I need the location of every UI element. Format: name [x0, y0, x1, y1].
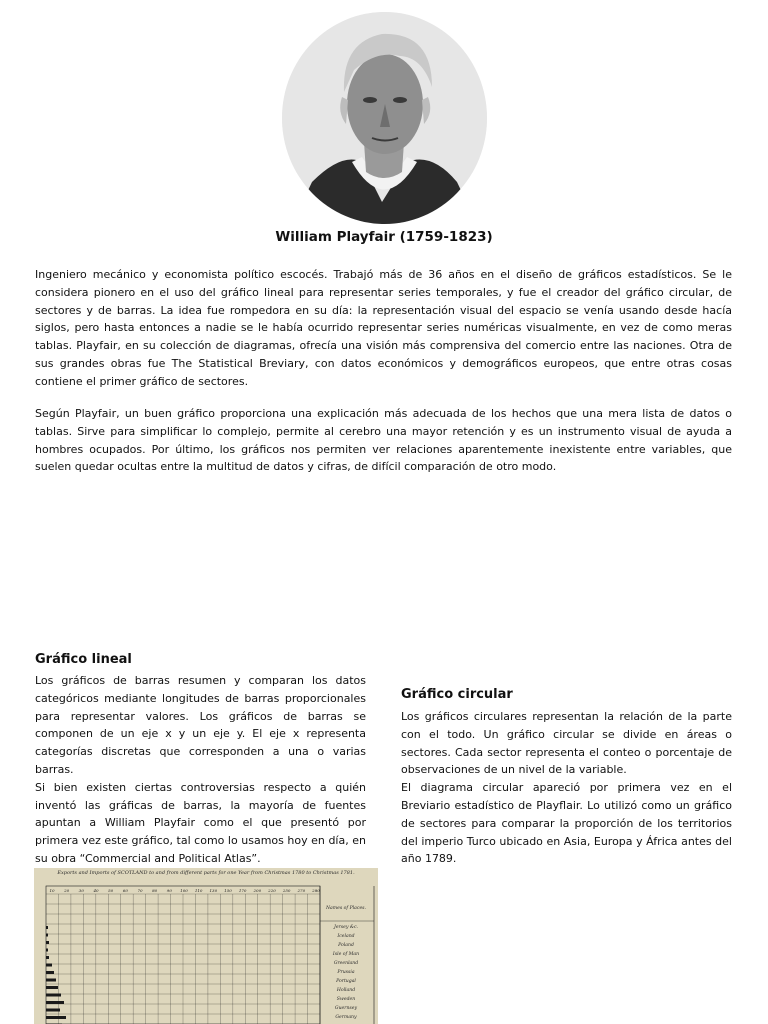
circular-paragraph-2: El diagrama circular apareció por primera vez en el Breviario estadístico de Playflair. Lo utilizó como un gráfico de sectores para comparar la proporción de los territorios del imperio Turco ubicado en Asia, Europa y África antes del año 1789.	[401, 781, 732, 866]
historic-bar-chart-image	[34, 868, 378, 1024]
historic-bar	[46, 1009, 60, 1012]
place-label: Germany	[335, 1015, 357, 1020]
axis-tick-label: 250	[282, 888, 291, 893]
axis-tick-label: 220	[268, 888, 276, 893]
place-label: Jersey &c.	[333, 925, 358, 930]
historic-bar	[46, 934, 48, 937]
axis-tick-label: 100	[180, 888, 188, 893]
axis-tick-label: 50	[108, 888, 114, 893]
historic-bar	[46, 926, 48, 929]
place-label: Sweden	[336, 997, 356, 1002]
axis-tick-label: 170	[238, 888, 247, 893]
section-body-lineal	[35, 672, 366, 868]
axis-tick-label: 70	[137, 888, 143, 893]
historic-bar	[46, 994, 61, 997]
section-title-lineal: Gráfico lineal	[35, 652, 132, 667]
intro-paragraph-1: Ingeniero mecánico y economista político escocés. Trabajó más de 36 años en el diseño de gráficos estadísticos. Se le considera pionero en el uso del gráfico lineal para representar series temporales, y fue el creador del gráfico circular, de sectores y de barras. La idea fue rompedora en su día: la representación visual del espacio se venía usando desde hacía siglos, pero hasta entonces a nadie se le había ocurrido representar series numéricas visualmente, en vez de como meras tablas. Playfair, en su colección de diagramas, ofrecía una visión más comprensiva del comercio entre las naciones. Otra de sus grandes obras fue The Statistical Breviary, con datos económicos y demográficos europeos, que entre otras cosas contiene el primer gráfico de sectores.	[35, 268, 732, 388]
place-label: Isle of Man	[332, 952, 360, 957]
historic-bar	[46, 971, 54, 974]
axis-tick-label: 30	[78, 888, 84, 893]
historic-bar	[46, 949, 48, 952]
place-label: Guernsey	[334, 1006, 358, 1011]
historic-bar	[46, 1001, 64, 1004]
axis-tick-label: 20	[64, 888, 70, 893]
place-label: Prussia	[337, 970, 355, 975]
portrait-caption: William Playfair (1759-1823)	[275, 229, 493, 245]
place-label: Poland	[338, 943, 354, 948]
axis-tick-label: 150	[224, 888, 232, 893]
axis-tick-label: 40	[93, 888, 99, 893]
axis-tick-label: 80	[152, 888, 158, 893]
historic-chart-header: Names of Places.	[326, 906, 366, 911]
historic-bar	[46, 964, 52, 967]
axis-tick-label: 130	[209, 888, 218, 893]
axis-tick-label: 90	[166, 888, 172, 893]
historic-chart-title: Exports and Imports of SCOTLAND to and from different parts for one Year from Christmas 1780 to Christmas 1781.	[57, 870, 355, 876]
historic-bar	[46, 1016, 66, 1019]
axis-tick-label: 110	[194, 888, 203, 893]
place-label: Holland	[336, 988, 356, 993]
place-label: Iceland	[337, 934, 355, 939]
place-label: Greenland	[333, 961, 359, 966]
axis-tick-label: 10	[49, 888, 55, 893]
section-title-circular: Gráfico circular	[401, 687, 513, 702]
place-label: Portugal	[336, 979, 356, 984]
historic-bar	[46, 979, 56, 982]
axis-tick-label: 270	[297, 888, 306, 893]
portrait-image	[282, 12, 487, 224]
circular-paragraph-1: Los gráficos circulares representan la relación de la parte con el todo. Un gráfico circular se divide en áreas o sectores. Cada sector representa el conteo o porcentaje de observaciones de un nivel de la variable.	[401, 710, 732, 777]
lineal-paragraph-1: Los gráficos de barras resumen y comparan los datos categóricos mediante longitudes de barras proporcionales para representar valores. Los gráficos de barras se componen de un eje x y un eje y. El eje x representa categorías discretas que corresponden a una o varias barras.	[35, 674, 366, 776]
section-body-circular	[401, 708, 732, 868]
historic-bar	[46, 986, 58, 989]
historic-bar	[46, 941, 49, 944]
historic-bar	[46, 956, 49, 959]
intro-paragraph-2: Según Playfair, un buen gráfico proporciona una explicación más adecuada de los hechos que una mera lista de datos o tablas. Sirve para simplificar lo complejo, permite al cerebro una mayor retención y es un instrumento visual de ayuda a hombres ocupados. Por último, los gráficos nos permiten ver relaciones aparentemente inexistente entre variables, que suelen quedar ocultas entre la multitud de datos y cifras, de difícil comparación de otro modo.	[35, 407, 732, 474]
axis-tick-label: 60	[122, 888, 128, 893]
lineal-paragraph-2: Si bien existen ciertas controversias respecto a quién inventó las gráficas de barras, la mayoría de fuentes apuntan a William Playfair como el que presentó por primera vez este gráfico, tal como lo usamos hoy en día, en su obra “Commercial and Political Atlas”.	[35, 780, 366, 865]
axis-tick-label: 280	[312, 888, 320, 893]
axis-tick-label: 200	[253, 888, 262, 893]
